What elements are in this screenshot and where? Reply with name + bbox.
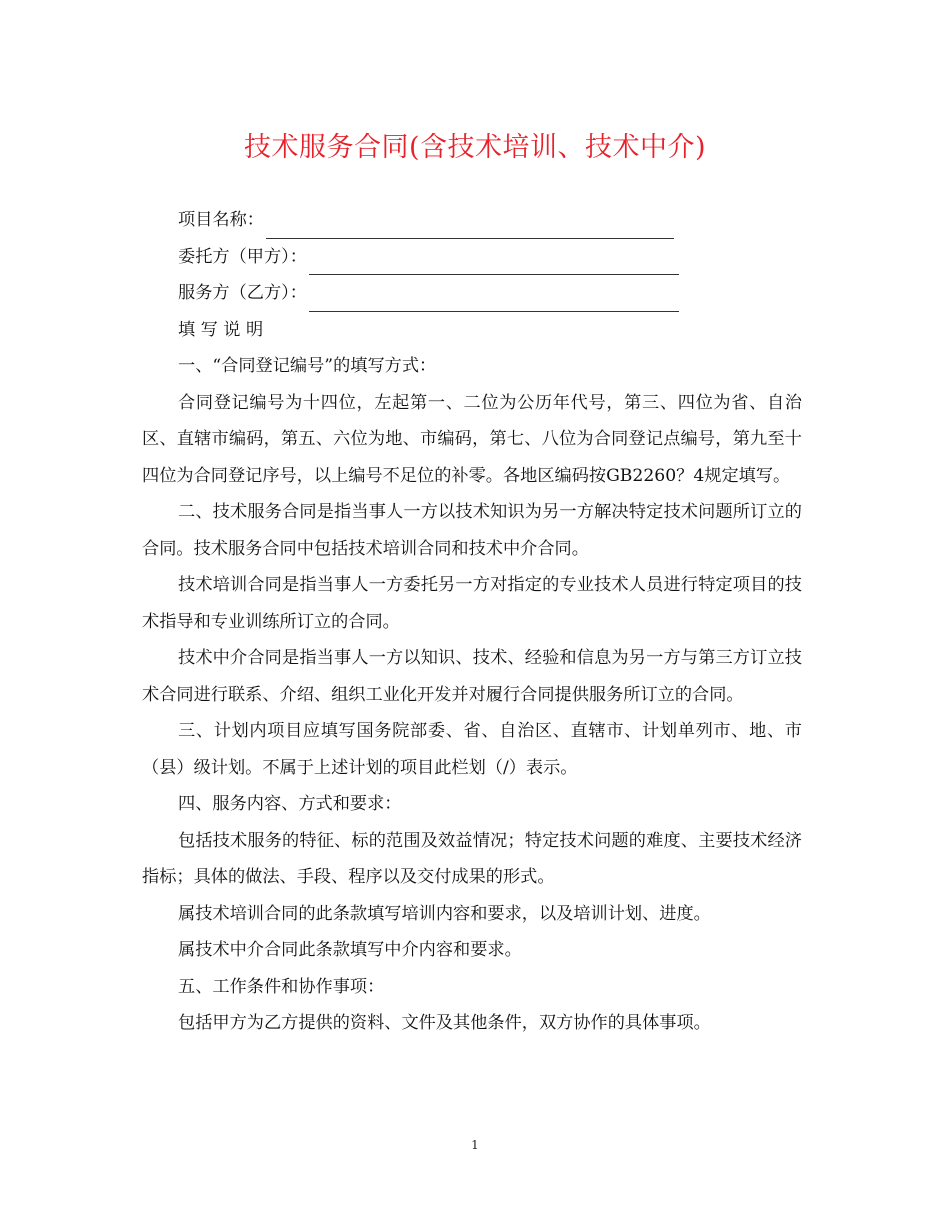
- document-body: [142, 202, 802, 1042]
- project-name-blank[interactable]: [266, 212, 674, 239]
- service-party-label: 服务方（乙方）：: [178, 283, 307, 303]
- instructions-heading: 填 写 说 明: [178, 319, 264, 340]
- client-party-label: 委托方（甲方）：: [178, 246, 307, 267]
- paragraph-intermediary-contract: 技术中介合同是指当事人一方以知识、技术、经验和信息为另一方与第三方订立技术合同进行联系、介绍、组织工业化开发并对履行合同提供服务所订立的合同。: [142, 648, 802, 705]
- section-2-paragraph: 二、技术服务合同是指当事人一方以技术知识为另一方解决特定技术问题所订立的合同。技术服务合同中包括技术培训合同和技术中介合同。: [142, 502, 802, 559]
- service-party-field: [142, 275, 802, 312]
- project-name-label: 项目名称：: [178, 210, 264, 230]
- project-name-field: [142, 202, 802, 239]
- section-4-heading: 四、服务内容、方式和要求：: [178, 794, 402, 814]
- paragraph-registration-number: 合同登记编号为十四位，左起第一、二位为公历年代号，第三、四位为省、自治区、直辖市编码，第五、六位为地、市编码，第七、八位为合同登记点编号，第九至十四位为合同登记序号，以上编号不足位的补零。各地区编码按GB2260？4规定填写。: [142, 392, 802, 486]
- client-party-field: [142, 239, 802, 276]
- paragraph-work-conditions: 包括甲方为乙方提供的资料、文件及其他条件，双方协作的具体事项。: [178, 1013, 711, 1033]
- section-3-paragraph: 三、计划内项目应填写国务院部委、省、自治区、直辖市、计划单列市、地、市（县）级计划。不属于上述计划的项目此栏划（/）表示。: [142, 721, 802, 778]
- section-5-heading: 五、工作条件和协作事项：: [178, 976, 385, 997]
- paragraph-intermediary-clause: 属技术中介合同此条款填写中介内容和要求。: [178, 940, 522, 960]
- section-1-heading: 一、“合同登记编号”的填写方式：: [178, 356, 437, 376]
- service-party-blank[interactable]: [309, 285, 679, 312]
- paragraph-training-clause: 属技术培训合同的此条款填写培训内容和要求，以及培训计划、进度。: [178, 903, 711, 924]
- page-number: 1: [471, 1138, 479, 1152]
- paragraph-training-contract: 技术培训合同是指当事人一方委托另一方对指定的专业技术人员进行特定项目的技术指导和专业训练所订立的合同。: [142, 575, 802, 632]
- paragraph-service-content: 包括技术服务的特征、标的范围及效益情况；特定技术问题的难度、主要技术经济指标；具体的做法、手段、程序以及交付成果的形式。: [142, 830, 802, 887]
- client-party-blank[interactable]: [309, 248, 679, 275]
- document-title: 技术服务合同(含技术培训、技术中介): [243, 132, 707, 163]
